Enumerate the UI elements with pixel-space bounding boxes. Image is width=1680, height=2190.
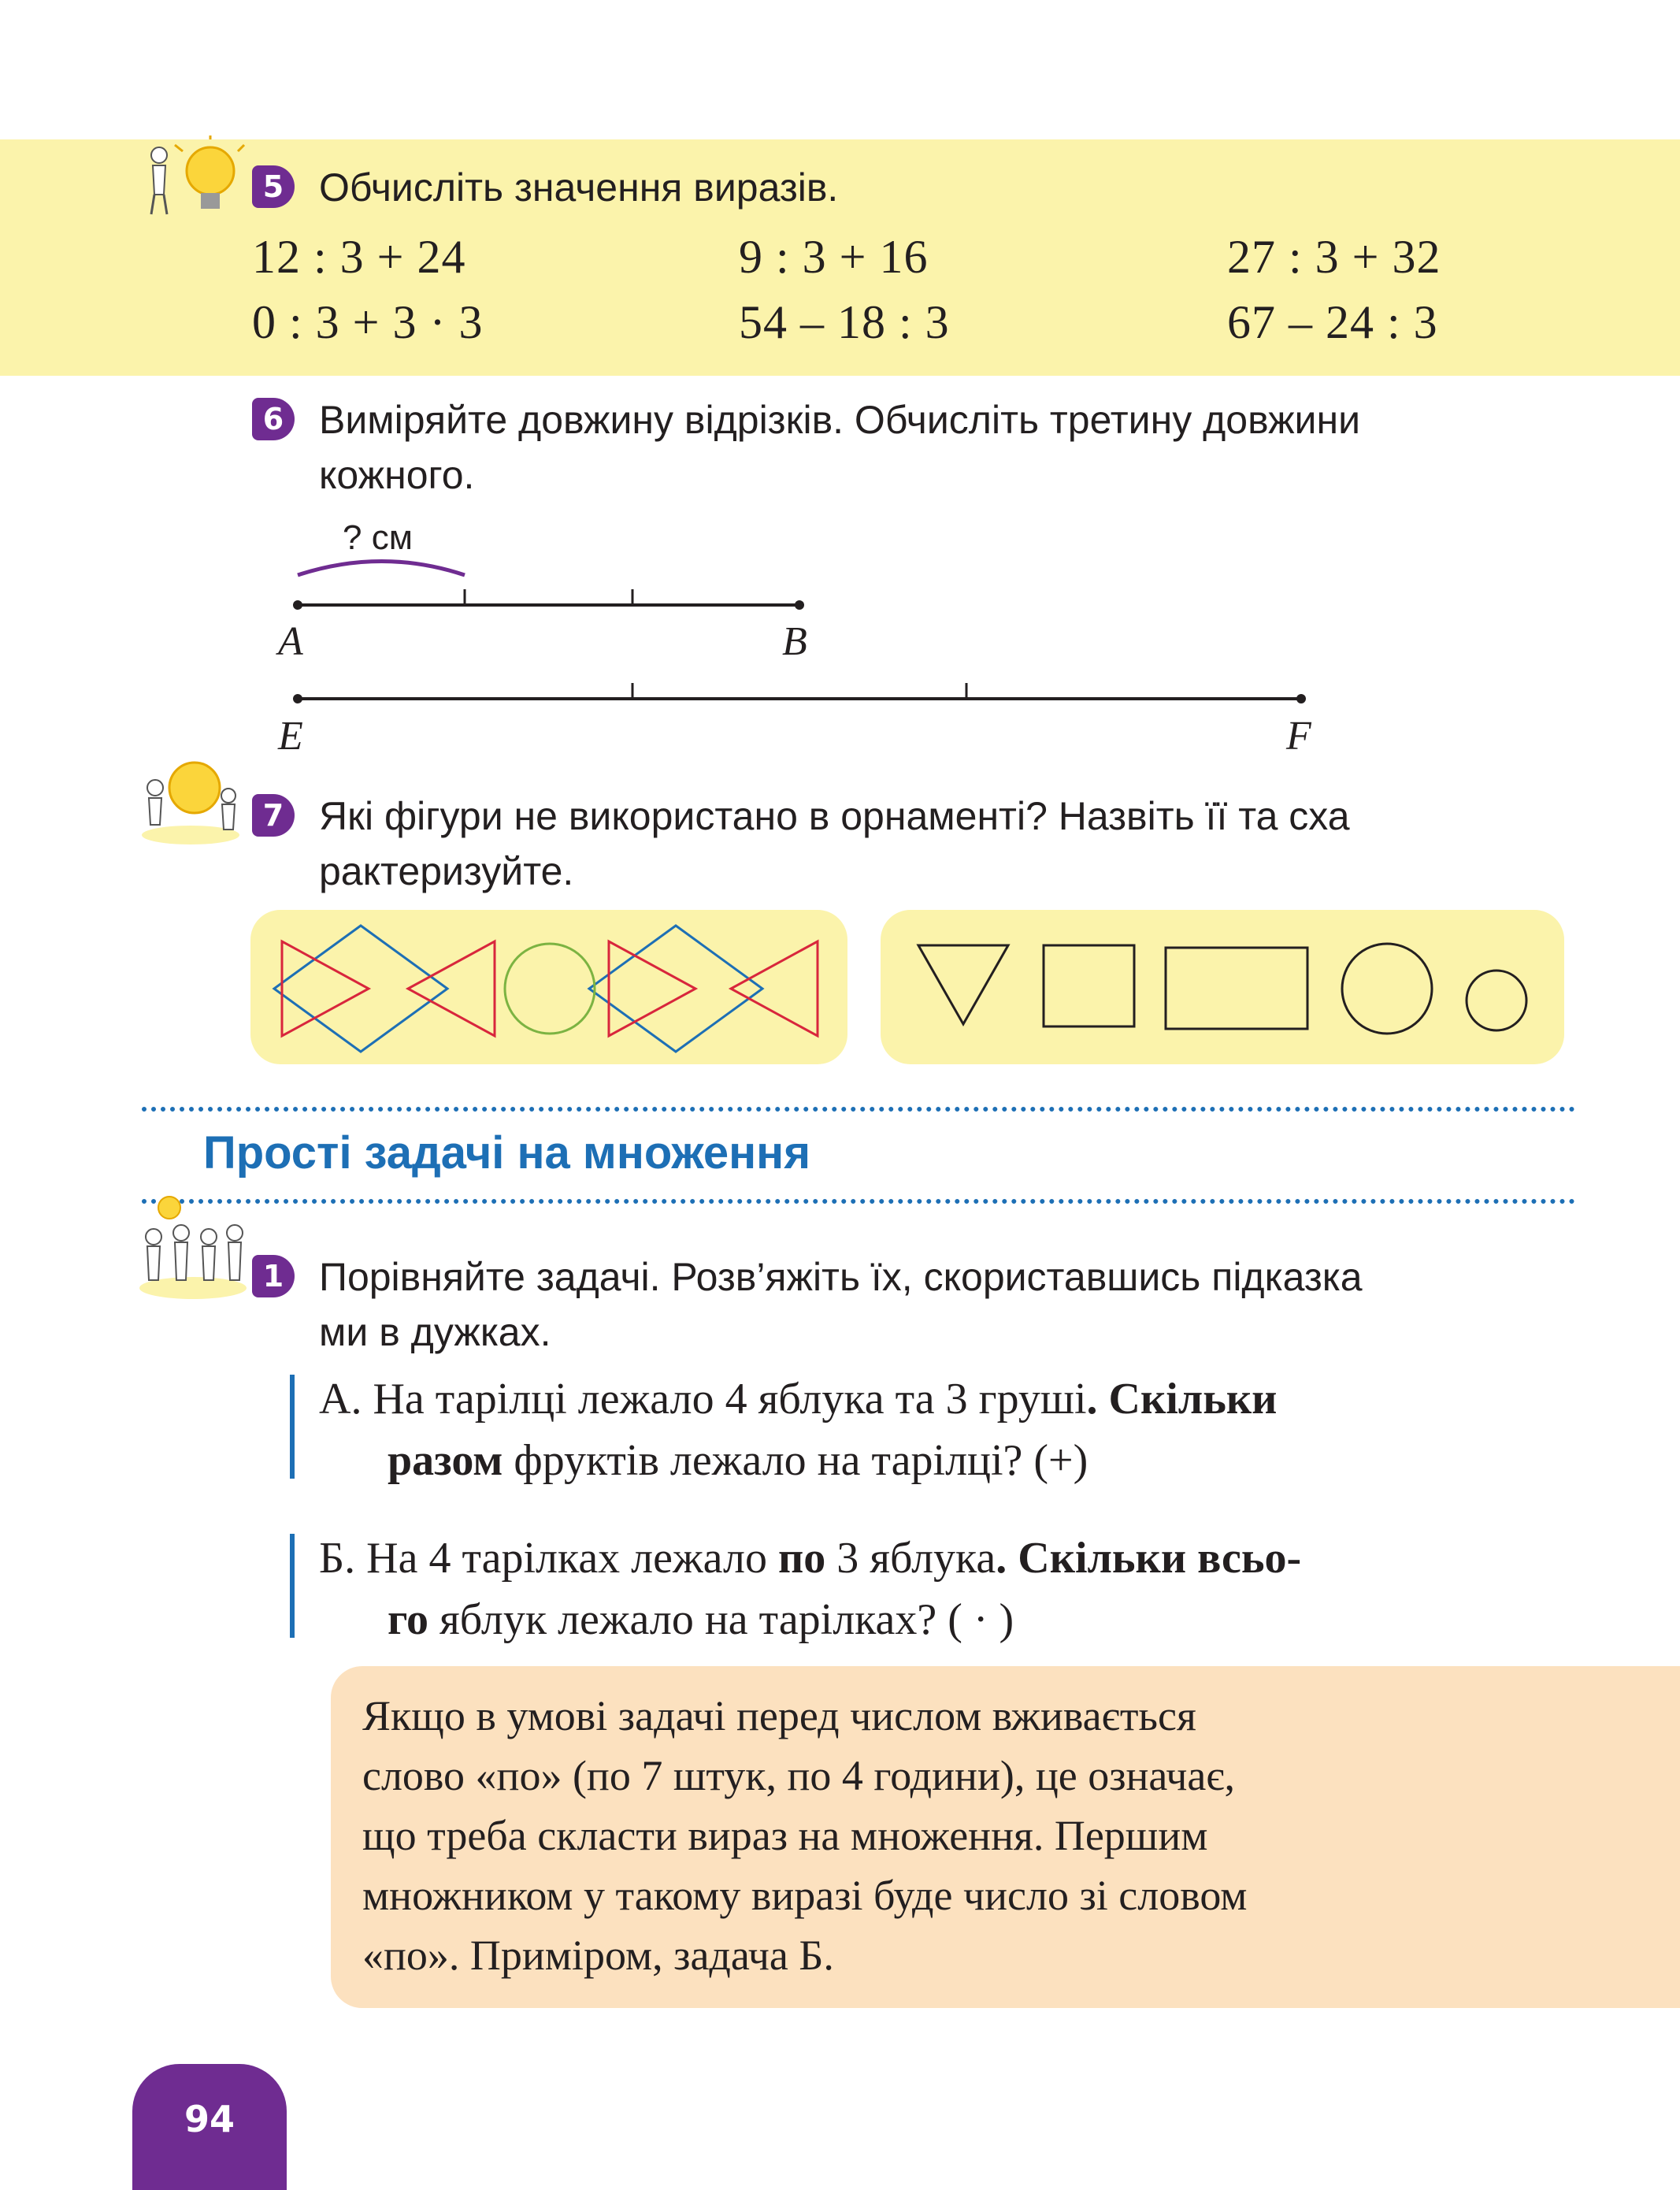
problem-b-text2: 3 яблука <box>825 1534 996 1583</box>
problem-a-line1 <box>319 1368 1277 1430</box>
point-a <box>293 600 302 610</box>
task1-instruction-line1: Порівняйте задачі. Розв’яжіть їх, скориставшись підказка <box>319 1255 1363 1299</box>
task7-number-badge: 7 <box>252 794 295 837</box>
ornament-figures <box>250 910 847 1064</box>
lightbulb-group-icon <box>134 1193 252 1304</box>
task6-instruction-line2: кожного. <box>319 453 475 497</box>
rhombus-shape <box>274 926 447 1052</box>
task7-instruction-line1: Які фігури не використано в орнаменті? Назвіть її та сха <box>319 794 1350 838</box>
problem-a-question: фруктів лежало на тарілці? (+) <box>503 1436 1088 1485</box>
task5-instruction: Обчисліть значення виразів. <box>319 165 839 210</box>
task1-number-badge: 1 <box>252 1255 295 1297</box>
rectangle-shape <box>1166 948 1307 1029</box>
problem-a-question-bold: Скільки <box>1097 1375 1278 1424</box>
task7-instruction-line2: рактеризуйте. <box>319 849 574 893</box>
expression: 9 : 3 + 16 <box>739 231 929 283</box>
triangle-shape <box>731 941 818 1036</box>
problem-a-text: На тарілці лежало 4 яблука та 3 груші <box>373 1375 1087 1424</box>
circle-shape <box>505 944 595 1034</box>
page-number: 94 <box>132 2064 287 2190</box>
section-divider-bottom <box>142 1199 1575 1204</box>
point-e <box>293 694 302 703</box>
rule-text <box>362 1686 1638 1985</box>
problem-b-keyword: го <box>388 1595 429 1644</box>
expression: 12 : 3 + 24 <box>252 231 466 283</box>
problem-a-keyword: разом <box>388 1436 503 1485</box>
measure-arc <box>298 562 465 576</box>
section-divider-top <box>142 1107 1575 1112</box>
triangle-shape <box>282 941 369 1036</box>
point-b-label: B <box>782 619 807 664</box>
triangle-shape <box>408 941 495 1036</box>
ornament-panel <box>250 910 847 1064</box>
triangle-shape <box>918 945 1008 1024</box>
task6-instruction-line1: Виміряйте довжину відрізків. Обчисліть третину довжини <box>319 398 1360 442</box>
task5-number-badge: 5 <box>252 165 295 208</box>
lightbulb-children-icon <box>135 752 246 847</box>
point-e-label: E <box>278 714 303 759</box>
section-title: Прості задачі на множення <box>203 1127 811 1179</box>
problem-b-line2 <box>388 1589 1014 1650</box>
task6-number-badge: 6 <box>252 398 295 440</box>
lightbulb-child-icon <box>135 135 246 222</box>
point-a-label: A <box>278 619 303 664</box>
problem-a-marker <box>290 1375 295 1479</box>
expression: 0 : 3 + 3 · 3 <box>252 296 484 348</box>
candidate-figures <box>881 910 1564 1064</box>
expression: 54 – 18 : 3 <box>739 296 950 348</box>
point-f-label: F <box>1286 714 1311 759</box>
rule-line: множником у такому виразі буде число зі словом <box>362 1872 1248 1919</box>
rule-line: слово «по» (по 7 штук, по 4 години), це означає, <box>362 1752 1236 1799</box>
expression: 67 – 24 : 3 <box>1227 296 1438 348</box>
point-f <box>1296 694 1306 703</box>
rule-line: що треба скласти вираз на множення. Першим <box>362 1812 1208 1859</box>
expression: 27 : 3 + 32 <box>1227 231 1441 283</box>
problem-b-text: На 4 тарілках лежало <box>366 1534 778 1583</box>
problem-b-line1 <box>319 1527 1301 1589</box>
big-circle-shape <box>1342 944 1432 1034</box>
problem-a-period: . <box>1086 1375 1098 1424</box>
rule-line: «по». Приміром, задача Б. <box>362 1932 834 1979</box>
segment-arc-label: ? см <box>343 518 413 557</box>
problem-b-letter: Б. <box>319 1534 356 1583</box>
triangle-shape <box>609 941 695 1036</box>
problem-b-keyword-po: по <box>777 1534 826 1583</box>
task1-instruction-line2: ми в дужках. <box>319 1310 551 1354</box>
problem-a-letter: А. <box>319 1375 362 1424</box>
problem-a-line2 <box>388 1430 1088 1491</box>
square-shape <box>1044 945 1134 1026</box>
problem-b-marker <box>290 1534 295 1638</box>
problem-b-question-bold: Скільки всьо- <box>1007 1534 1302 1583</box>
small-circle-shape <box>1467 971 1526 1030</box>
problem-b-question: яблук лежало на тарілках? ( · ) <box>428 1595 1014 1644</box>
rule-line: Якщо в умові задачі перед числом вживається <box>362 1692 1196 1739</box>
figures-panel <box>881 910 1564 1064</box>
problem-b-period: . <box>996 1534 1007 1583</box>
point-b <box>795 600 804 610</box>
